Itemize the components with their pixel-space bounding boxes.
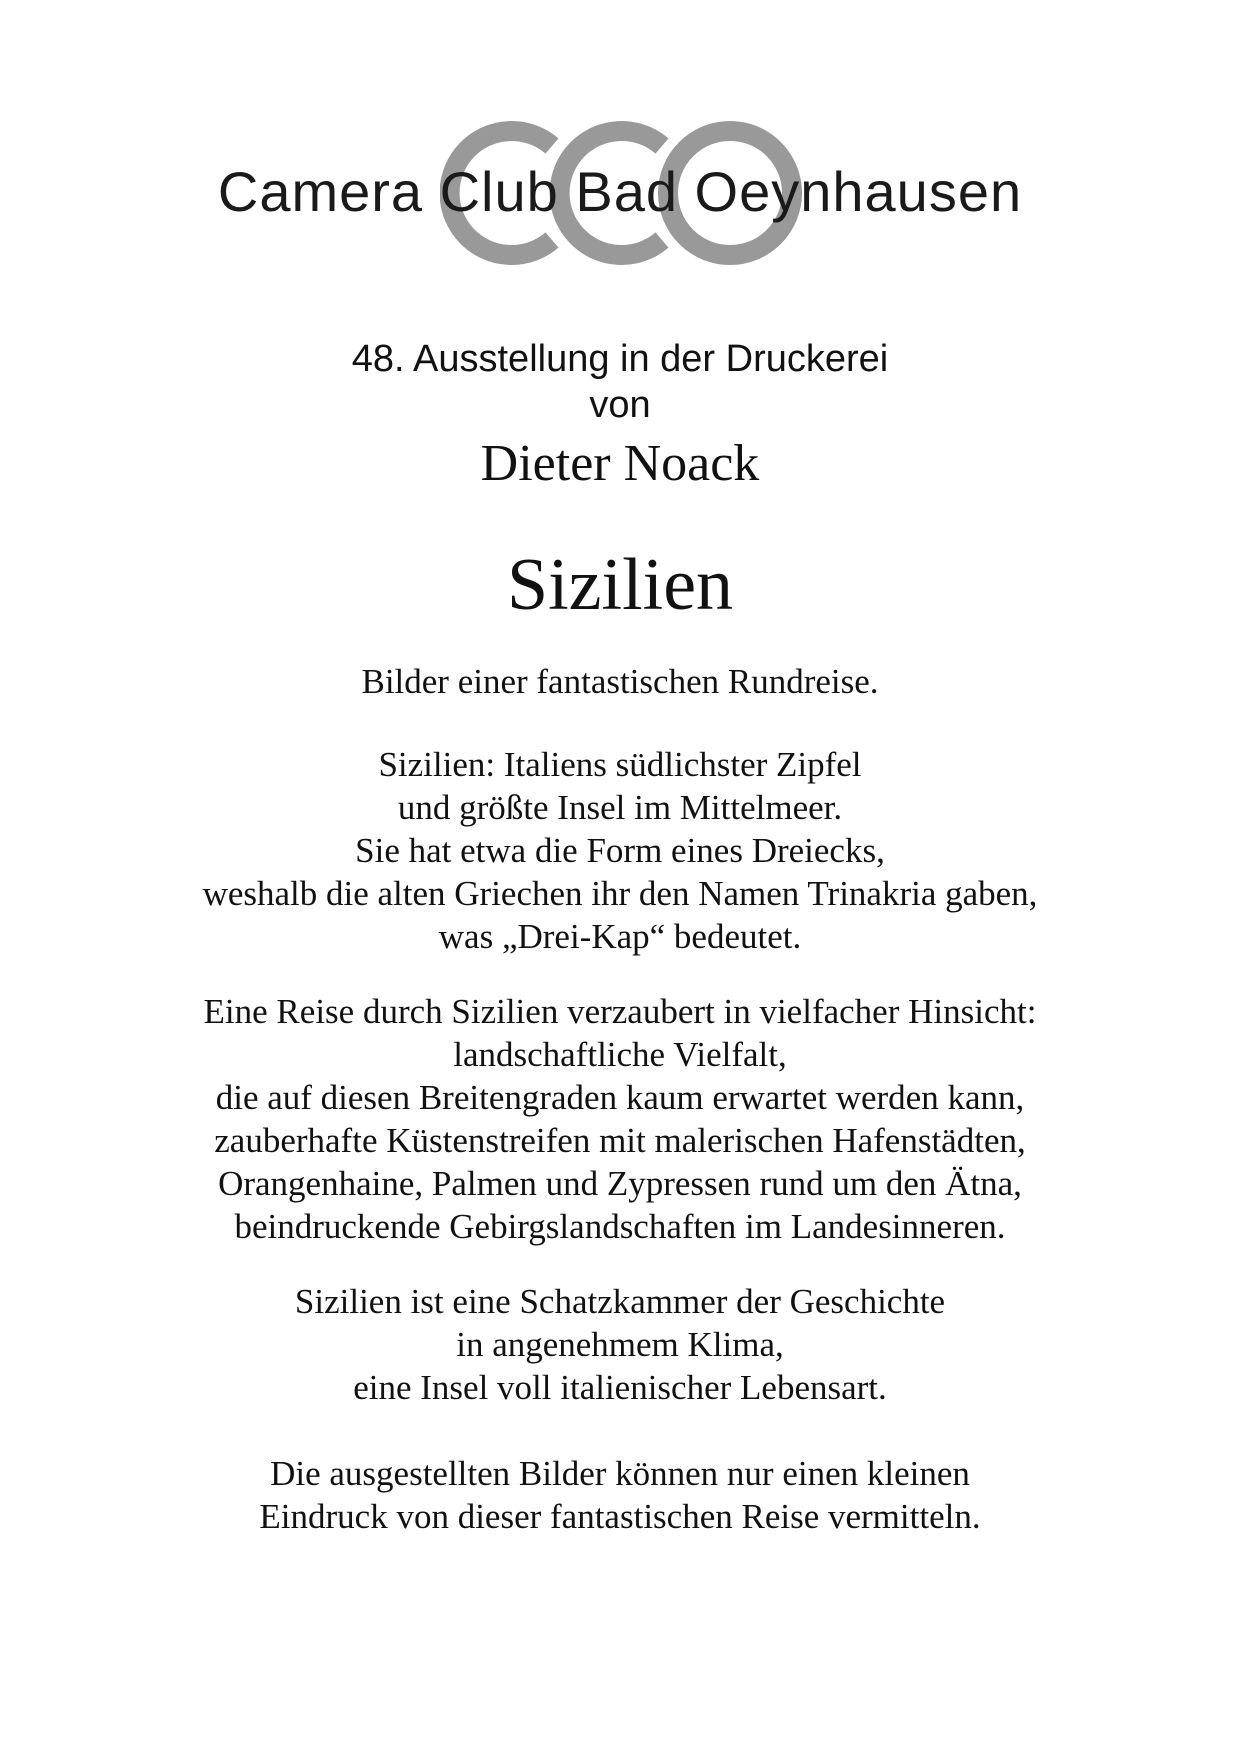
artist-name: Dieter Noack xyxy=(480,435,760,492)
intro-text xyxy=(0,660,1240,703)
paragraph-line: und größte Insel im Mittelmeer. xyxy=(397,788,843,827)
paragraph-line: Eine Reise durch Sizilien verzaubert in vielfacher Hinsicht: xyxy=(203,992,1037,1031)
paragraph-line: eine Insel voll italienischer Lebensart. xyxy=(353,1368,887,1407)
paragraph-line: landschaftliche Vielfalt, xyxy=(453,1035,787,1074)
exhibition-line: 48. Ausstellung in der Druckerei xyxy=(351,338,889,380)
paragraph-landscape xyxy=(0,990,1240,1248)
paragraph-line: in angenehmem Klima, xyxy=(456,1325,784,1364)
paragraph-line: Die ausgestellten Bilder können nur einen kleinen xyxy=(270,1454,970,1493)
paragraph-line: die auf diesen Breitengraden kaum erwartet werden kann, xyxy=(215,1078,1025,1117)
paragraph-line: Orangenhaine, Palmen und Zypressen rund um den Ätna, xyxy=(218,1164,1022,1203)
intro-line: Bilder einer fantastischen Rundreise. xyxy=(361,662,879,701)
paragraph-line: was „Drei-Kap“ bedeutet. xyxy=(438,917,802,956)
paragraph-line: weshalb die alten Griechen ihr den Namen Trinakria gaben, xyxy=(202,874,1038,913)
exhibition-title: Sizilien xyxy=(506,544,734,626)
exhibition-by: von xyxy=(589,384,651,426)
paragraph-line: Sizilien: Italiens südlichster Zipfel xyxy=(378,745,862,784)
club-header xyxy=(0,118,1240,268)
paragraph-line: Sie hat etwa die Form eines Dreiecks, xyxy=(355,831,885,870)
paragraph-line: beindruckende Gebirgslandschaften im Landesinneren. xyxy=(234,1207,1006,1246)
paragraph-history xyxy=(0,1280,1240,1409)
paragraph-geography xyxy=(0,743,1240,958)
paragraph-line: Sizilien ist eine Schatzkammer der Geschichte xyxy=(294,1282,946,1321)
paragraph-closing xyxy=(0,1452,1240,1538)
paragraph-line: Eindruck von dieser fantastischen Reise vermitteln. xyxy=(259,1497,981,1536)
paragraph-line: zauberhafte Küstenstreifen mit malerischen Hafenstädten, xyxy=(214,1121,1026,1160)
club-name: Camera Club Bad Oeynhausen xyxy=(217,160,1023,223)
